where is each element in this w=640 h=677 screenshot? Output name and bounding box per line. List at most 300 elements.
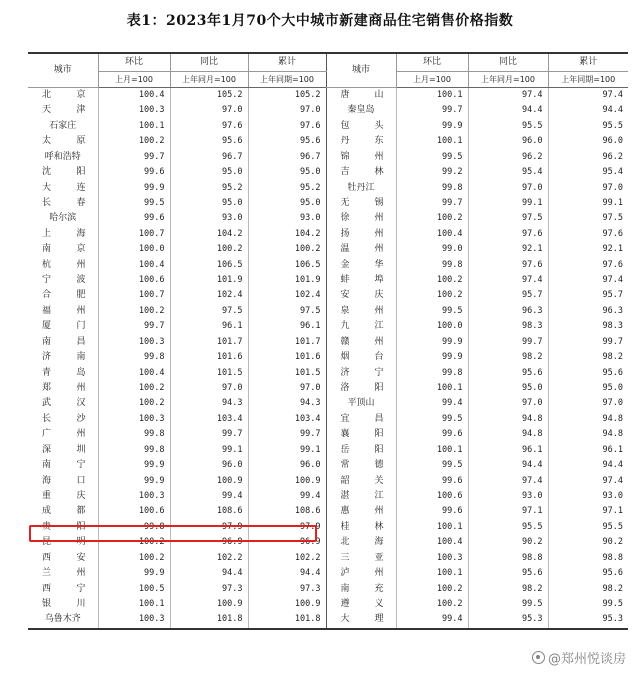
city-name-char: 关 [374,475,384,486]
price-index-table [28,52,628,630]
mom-base-header: 上月=100 [98,72,170,88]
city-name-cell [28,474,98,489]
city-name-cell [326,88,396,104]
cum-value-cell: 94.8 [548,412,628,427]
city-name-spread [28,566,98,581]
city-name-cell [326,150,396,165]
yoy-value-cell: 102.4 [170,288,248,303]
city-name-spread [327,319,396,334]
city-name-spread [28,288,98,303]
table-row [28,366,628,381]
cum-value-cell: 98.3 [548,319,628,334]
cum-value-cell: 99.4 [248,489,326,504]
city-name-char: 深 [42,444,52,455]
cum-value-cell: 94.4 [548,458,628,473]
city-name-cell [28,304,98,319]
cum-value-cell: 96.1 [248,319,326,334]
city-name-spread [28,165,98,180]
city-name-char: 德 [374,460,384,471]
yoy-value-cell: 108.6 [170,504,248,519]
city-name-spread [327,551,396,566]
table-row [28,458,628,473]
mom-value-cell: 100.2 [98,304,170,319]
city-name-char: 州 [76,568,86,579]
cum-value-cell: 95.0 [248,196,326,211]
city-name-char: 烟 [340,352,350,363]
city-name-spread [28,474,98,489]
cum-value-cell: 99.1 [248,443,326,458]
yoy-value-cell: 100.2 [170,242,248,257]
cum-value-cell: 102.2 [248,551,326,566]
city-name-cell [326,381,396,396]
city-name-spread [28,319,98,334]
cum-value-cell: 97.3 [248,582,326,597]
city-name-char: 阳 [76,521,86,532]
yoy-value-cell: 94.3 [170,396,248,411]
city-name-char: 宁 [76,460,86,471]
cum-value-cell: 96.2 [548,150,628,165]
table-row [28,427,628,442]
mom-value-cell: 100.1 [98,119,170,134]
table-row [28,242,628,257]
city-name-spread [327,566,396,581]
city-name-char: 东 [374,136,384,147]
yoy-value-cell: 97.6 [468,227,548,242]
city-name-cell: 乌鲁木齐 [44,614,81,625]
cum-value-cell: 97.0 [248,103,326,118]
mom-base-header: 上月=100 [396,72,468,88]
yoy-value-cell: 95.0 [468,381,548,396]
city-name-char: 肥 [76,290,86,301]
yoy-column-header: 同比 [468,53,548,72]
city-name-char: 泉 [340,305,350,316]
city-name-char: 湛 [340,490,350,501]
mom-value-cell: 99.8 [98,443,170,458]
city-name-char: 波 [76,275,86,286]
cum-value-cell: 101.8 [248,612,326,628]
city-name-cell [326,242,396,257]
cum-value-cell: 101.7 [248,335,326,350]
mom-value-cell: 100.3 [98,412,170,427]
city-name-spread [327,88,396,103]
city-name-spread [327,412,396,427]
table-row [28,381,628,396]
mom-value-cell: 100.1 [396,566,468,581]
cum-value-cell: 95.6 [548,366,628,381]
yoy-value-cell: 99.1 [468,196,548,211]
table-row [28,227,628,242]
cum-value-cell: 95.2 [248,181,326,196]
city-name-char: 沈 [42,167,52,178]
city-name-spread [28,227,98,242]
city-name-char: 韶 [340,475,350,486]
city-name-spread [327,119,396,134]
city-name-char: 吉 [340,167,350,178]
cum-value-cell: 95.4 [548,165,628,180]
city-name-char: 头 [374,120,384,131]
city-name-char: 广 [42,429,52,440]
city-name-char: 三 [340,552,350,563]
table-row [28,582,628,597]
city-name-char: 南 [42,460,52,471]
yoy-value-cell: 97.5 [170,304,248,319]
city-name-char: 济 [340,367,350,378]
cum-value-cell: 97.4 [548,88,628,104]
camera-circle-icon [532,651,545,664]
city-name-spread [28,396,98,411]
mom-value-cell: 99.8 [98,427,170,442]
city-name-cell [326,582,396,597]
city-name-spread [327,458,396,473]
mom-value-cell: 100.2 [98,134,170,149]
mom-value-cell: 100.3 [98,489,170,504]
cum-value-cell: 96.0 [248,458,326,473]
mom-value-cell: 99.8 [98,520,170,535]
city-name-cell [326,535,396,550]
city-name-char: 徐 [340,213,350,224]
city-name-char: 州 [374,151,384,162]
city-name-char: 阳 [374,444,384,455]
table-row [28,396,628,411]
cum-value-cell: 96.0 [548,134,628,149]
yoy-value-cell: 93.0 [170,211,248,226]
city-name-char: 昌 [374,413,384,424]
city-name-char: 宁 [374,367,384,378]
city-name-char: 海 [42,475,52,486]
yoy-value-cell: 97.0 [170,381,248,396]
city-name-char: 包 [340,120,350,131]
mom-value-cell: 100.2 [396,273,468,288]
city-name-spread [327,227,396,242]
city-name-spread [327,273,396,288]
city-name-cell: 牡丹江 [326,181,396,196]
table-row [28,566,628,581]
mom-value-cell: 99.8 [396,181,468,196]
yoy-value-cell: 92.1 [468,242,548,257]
city-name-spread [327,196,396,211]
city-name-cell [28,335,98,350]
city-name-spread [28,242,98,257]
city-name-cell [28,134,98,149]
city-name-cell [28,242,98,257]
city-name-cell [326,566,396,581]
mom-value-cell: 99.5 [98,196,170,211]
mom-value-cell: 99.6 [98,211,170,226]
city-name-spread [327,150,396,165]
city-name-char: 蚌 [340,275,350,286]
city-name-spread [28,582,98,597]
yoy-value-cell: 96.0 [468,134,548,149]
city-name-spread [327,489,396,504]
city-name-spread [28,134,98,149]
yoy-value-cell: 101.6 [170,350,248,365]
table-row [28,304,628,319]
city-name-char: 阳 [76,167,86,178]
city-name-char: 南 [340,583,350,594]
mom-value-cell: 100.4 [396,227,468,242]
city-name-char: 上 [42,228,52,239]
yoy-value-cell: 98.3 [468,319,548,334]
mom-value-cell: 99.9 [98,474,170,489]
mom-value-cell: 100.4 [98,366,170,381]
city-name-char: 门 [76,321,86,332]
city-name-spread [327,165,396,180]
cum-value-cell: 98.2 [548,582,628,597]
mom-value-cell: 99.6 [396,474,468,489]
city-name-spread [28,258,98,273]
city-name-char: 南 [76,352,86,363]
city-name-char: 明 [76,537,86,548]
cum-value-cell: 103.4 [248,412,326,427]
cum-value-cell: 105.2 [248,88,326,104]
yoy-value-cell: 95.5 [468,520,548,535]
table-row [28,196,628,211]
city-name-spread [327,366,396,381]
city-name-char: 州 [374,506,384,517]
table-row [28,165,628,180]
cum-value-cell: 95.7 [548,288,628,303]
cum-value-cell: 108.6 [248,504,326,519]
city-name-char: 宁 [42,275,52,286]
cum-value-cell: 97.9 [248,520,326,535]
city-name-cell [28,535,98,550]
city-name-char: 银 [42,598,52,609]
city-name-cell [326,288,396,303]
city-name-cell [326,458,396,473]
city-name-spread [327,427,396,442]
city-name-char: 九 [340,321,350,332]
city-name-char: 华 [374,259,384,270]
city-name-cell [28,443,98,458]
yoy-value-cell: 97.9 [170,520,248,535]
city-name-cell [28,319,98,334]
city-name-spread [28,504,98,519]
city-name-char: 州 [374,213,384,224]
city-name-char: 郑 [42,383,52,394]
mom-value-cell: 100.1 [396,381,468,396]
city-name-cell [326,427,396,442]
yoy-value-cell: 101.7 [170,335,248,350]
city-name-char: 杭 [42,259,52,270]
city-column-header: 城市 [326,53,396,88]
city-name-spread [28,427,98,442]
city-name-spread [28,366,98,381]
city-name-cell [28,181,98,196]
city-name-char: 台 [374,352,384,363]
table-title: 表1：2023年1月70个大中城市新建商品住宅销售价格指数 [126,13,514,29]
mom-value-cell: 100.2 [98,381,170,396]
city-name-char: 沙 [76,413,86,424]
city-name-cell: 哈尔滨 [49,213,77,224]
table-row [28,489,628,504]
yoy-value-cell: 99.5 [468,597,548,612]
table-row [28,288,628,303]
mom-value-cell: 99.7 [98,319,170,334]
yoy-value-cell: 97.6 [170,119,248,134]
yoy-value-cell: 106.5 [170,258,248,273]
yoy-value-cell: 96.2 [468,150,548,165]
city-name-char: 泸 [340,568,350,579]
city-name-cell [326,319,396,334]
city-name-char: 合 [42,290,52,301]
city-name-spread [28,88,98,103]
city-name-cell [28,520,98,535]
city-name-char: 重 [42,490,52,501]
table-row [28,412,628,427]
city-name-char: 州 [374,568,384,579]
cum-value-cell: 106.5 [248,258,326,273]
yoy-value-cell: 97.4 [468,88,548,104]
city-name-cell [28,196,98,211]
mom-value-cell: 99.4 [396,612,468,628]
city-name-spread [327,597,396,612]
yoy-base-header: 上年同月=100 [468,72,548,88]
city-name-spread [327,335,396,350]
table-row [28,335,628,350]
mom-value-cell: 100.4 [98,258,170,273]
table-row [28,119,628,134]
city-name-cell: 石家庄 [49,120,77,131]
city-name-char: 天 [42,105,52,116]
city-name-cell [326,227,396,242]
mom-value-cell: 100.2 [396,597,468,612]
cum-value-cell: 99.7 [548,335,628,350]
city-name-char: 长 [42,413,52,424]
city-name-char: 岳 [340,444,350,455]
cum-value-cell: 98.8 [548,551,628,566]
mom-value-cell: 99.6 [396,427,468,442]
watermark-text: @郑州悦谈房 [547,652,626,667]
city-name-spread [327,612,396,627]
cum-value-cell: 99.1 [548,196,628,211]
cum-value-cell: 96.7 [248,150,326,165]
table-row [28,273,628,288]
city-name-char: 京 [76,244,86,255]
city-name-char: 北 [340,537,350,548]
watermark [532,648,626,667]
table-row [28,474,628,489]
cum-value-cell: 100.9 [248,474,326,489]
mom-value-cell: 99.6 [98,165,170,180]
mom-value-cell: 99.5 [396,150,468,165]
cum-value-cell: 104.2 [248,227,326,242]
cum-value-cell: 97.0 [548,396,628,411]
yoy-value-cell: 103.4 [170,412,248,427]
city-name-cell [326,412,396,427]
city-name-spread [327,582,396,597]
yoy-value-cell: 101.5 [170,366,248,381]
city-name-cell [326,597,396,612]
cum-value-cell: 95.5 [548,119,628,134]
city-name-cell [326,520,396,535]
table-row [28,504,628,519]
city-name-char: 昆 [42,537,52,548]
yoy-value-cell: 98.2 [468,350,548,365]
city-name-char: 津 [76,105,86,116]
city-name-char: 都 [76,506,86,517]
yoy-value-cell: 102.2 [170,551,248,566]
city-name-char: 京 [76,90,86,100]
yoy-value-cell: 100.9 [170,597,248,612]
city-name-char: 济 [42,352,52,363]
mom-column-header: 环比 [98,53,170,72]
mom-value-cell: 100.4 [396,535,468,550]
city-name-cell [28,88,98,104]
city-name-cell [326,350,396,365]
city-name-char: 大 [340,614,350,625]
mom-value-cell: 100.2 [98,551,170,566]
city-name-spread [327,535,396,550]
yoy-value-cell: 96.9 [170,535,248,550]
mom-value-cell: 100.2 [396,211,468,226]
city-name-char: 宁 [76,583,86,594]
cum-value-cell: 92.1 [548,242,628,257]
yoy-value-cell: 95.7 [468,288,548,303]
city-name-spread [28,181,98,196]
mom-value-cell: 99.2 [396,165,468,180]
mom-value-cell: 100.1 [98,597,170,612]
yoy-value-cell: 97.4 [468,474,548,489]
city-name-char: 口 [76,475,86,486]
city-name-spread [327,504,396,519]
cum-value-cell: 96.9 [248,535,326,550]
yoy-value-cell: 94.8 [468,427,548,442]
cum-base-header: 上年同期=100 [548,72,628,88]
city-name-char: 太 [42,136,52,147]
cum-value-cell: 99.5 [548,597,628,612]
city-name-spread [28,489,98,504]
yoy-value-cell: 96.1 [468,443,548,458]
city-name-char: 江 [374,321,384,332]
yoy-value-cell: 97.0 [468,396,548,411]
yoy-value-cell: 95.2 [170,181,248,196]
city-name-cell [326,489,396,504]
yoy-value-cell: 99.4 [170,489,248,504]
yoy-value-cell: 94.4 [468,458,548,473]
yoy-value-cell: 95.5 [468,119,548,134]
mom-value-cell: 99.9 [98,566,170,581]
cum-value-cell: 95.0 [248,165,326,180]
cum-value-cell: 101.5 [248,366,326,381]
city-name-char: 锦 [340,151,350,162]
city-name-cell [28,288,98,303]
city-name-spread [327,474,396,489]
city-name-cell [326,165,396,180]
city-name-char: 无 [340,197,350,208]
cum-value-cell: 90.2 [548,535,628,550]
cum-column-header: 累计 [548,53,628,72]
table-row [28,443,628,458]
yoy-value-cell: 96.3 [468,304,548,319]
city-name-char: 温 [340,244,350,255]
yoy-value-cell: 96.0 [170,458,248,473]
mom-value-cell: 99.9 [396,119,468,134]
cum-column-header: 累计 [248,53,326,72]
city-name-char: 州 [76,305,86,316]
yoy-value-cell: 99.7 [170,427,248,442]
city-name-char: 阳 [374,383,384,394]
mom-value-cell: 99.7 [98,150,170,165]
yoy-value-cell: 90.2 [468,535,548,550]
cum-value-cell: 93.0 [248,211,326,226]
cum-value-cell: 93.0 [548,489,628,504]
cum-value-cell: 97.5 [248,304,326,319]
mom-value-cell: 99.6 [396,504,468,519]
yoy-value-cell: 97.5 [468,211,548,226]
mom-value-cell: 99.8 [396,366,468,381]
city-name-cell: 秦皇岛 [326,103,396,118]
city-name-cell [28,458,98,473]
